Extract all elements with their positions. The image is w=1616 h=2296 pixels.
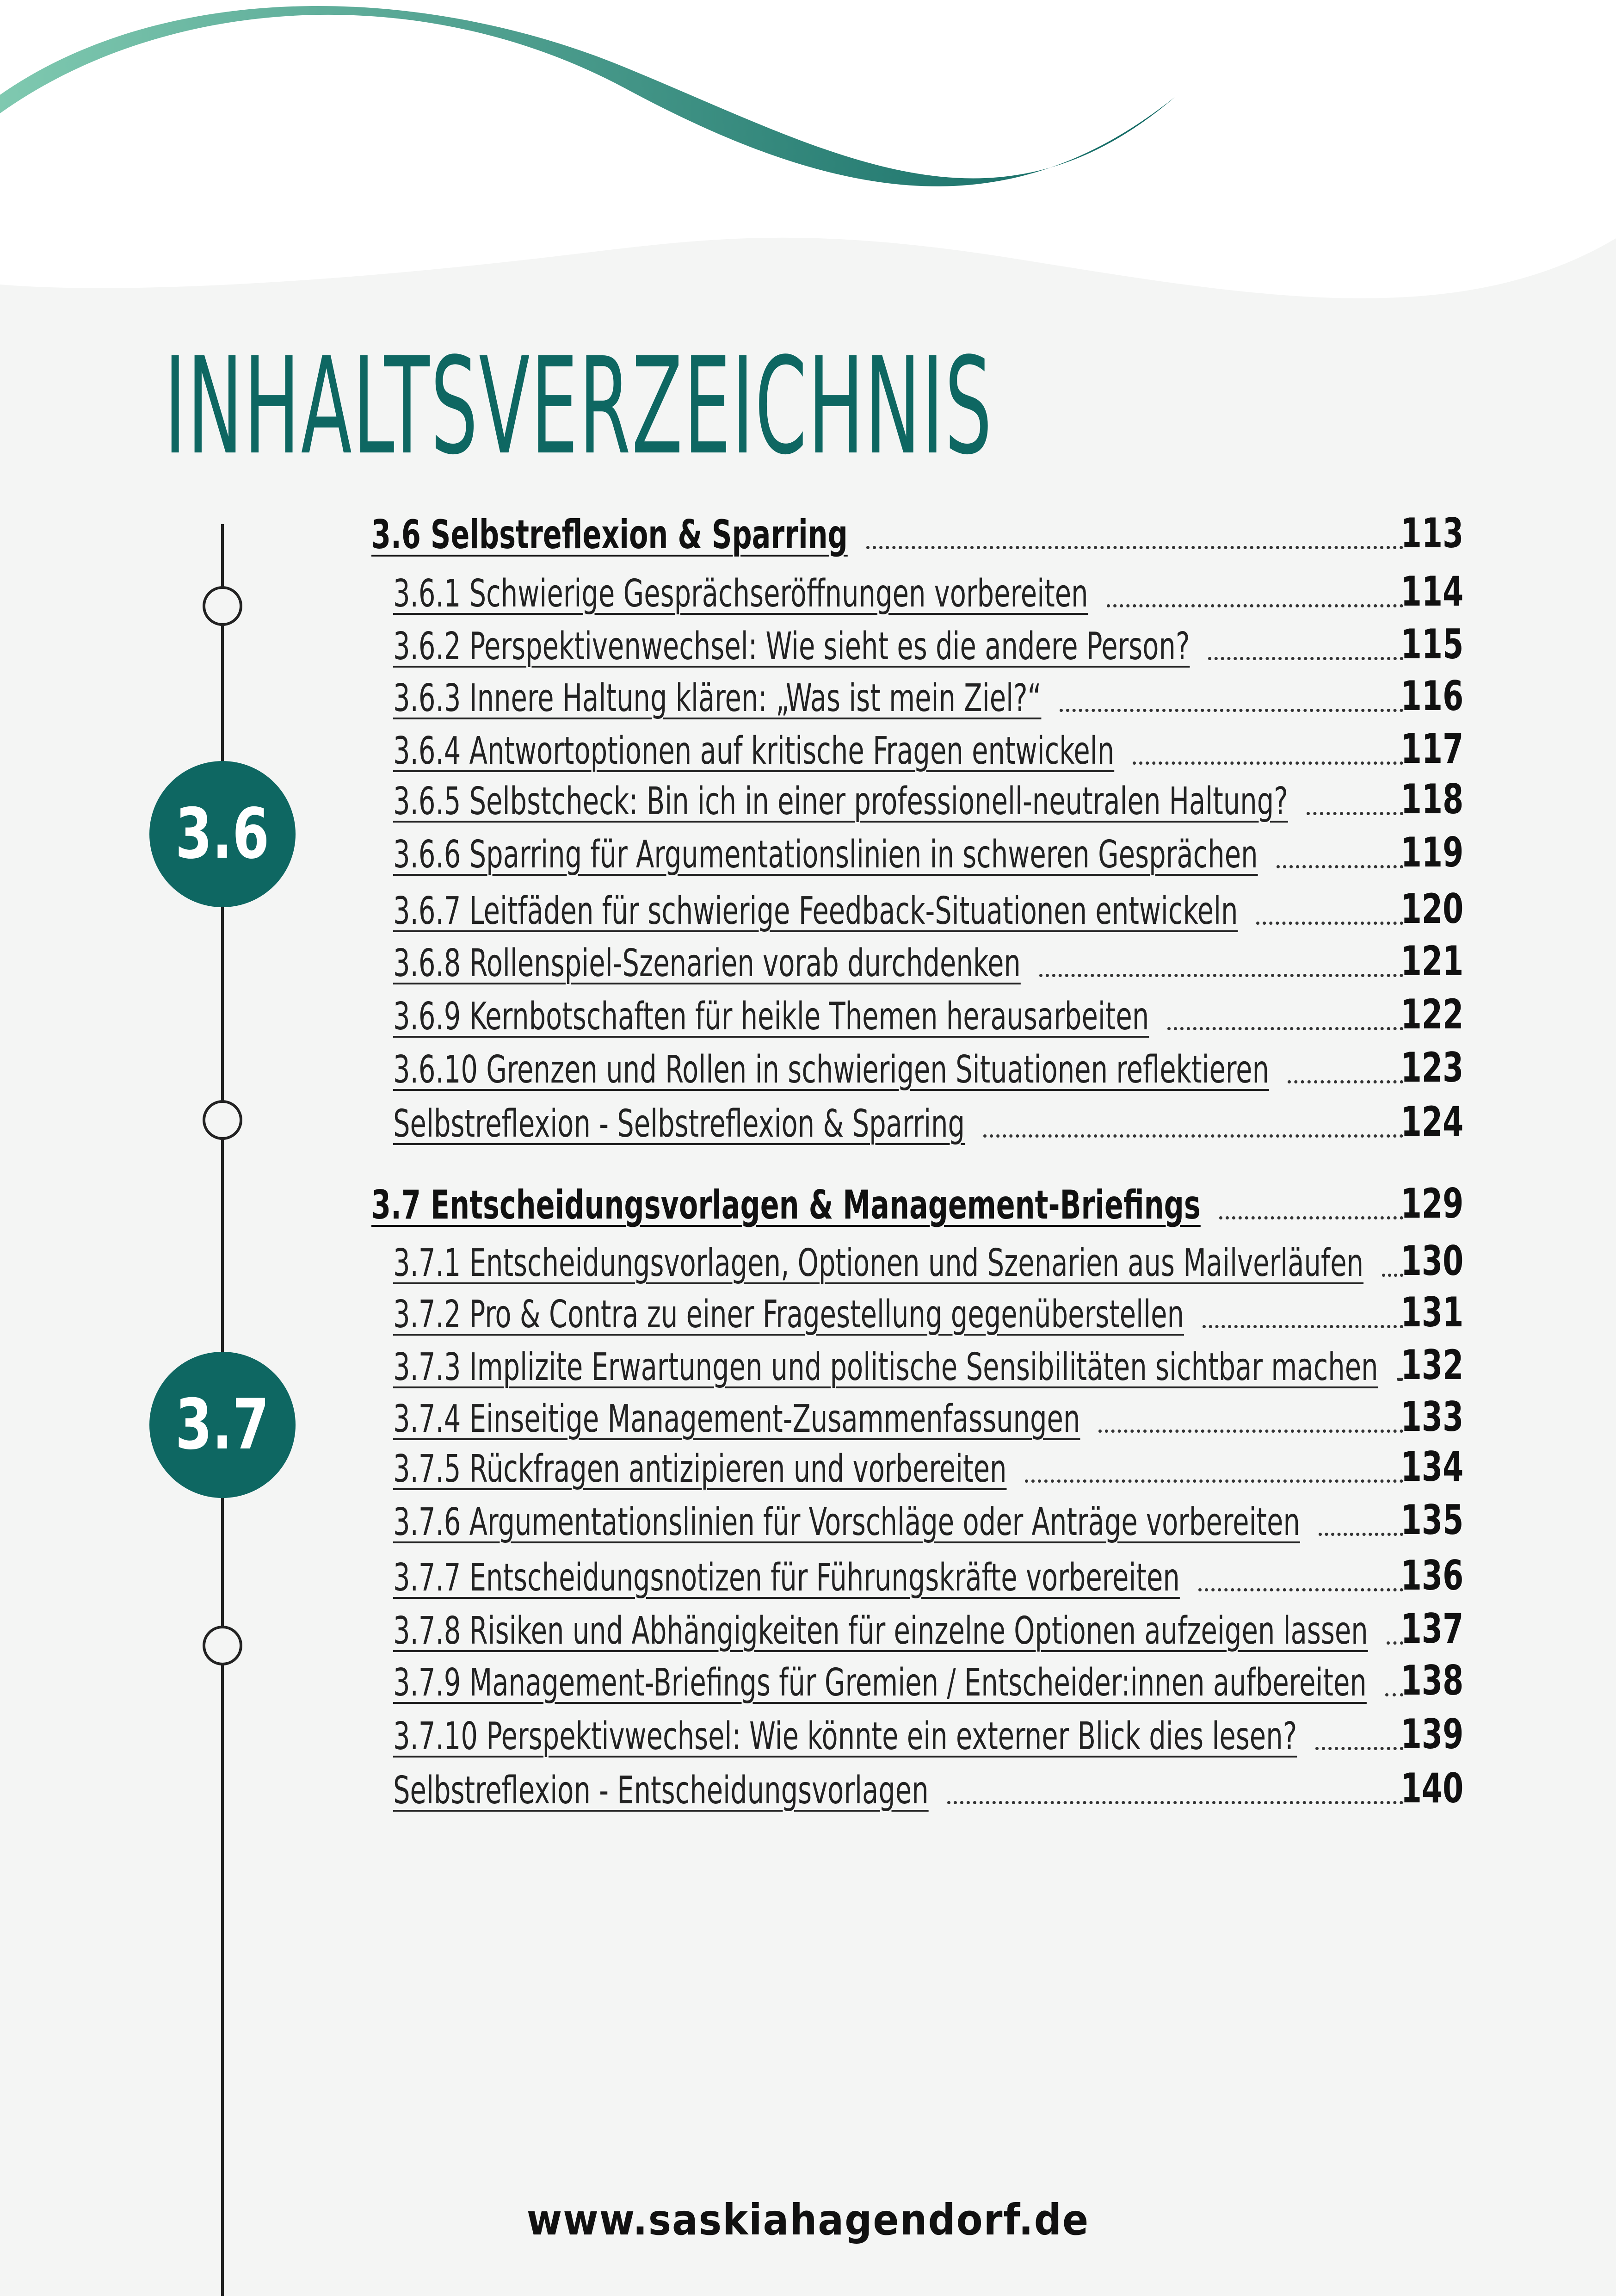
page-number[interactable]: 130 — [1400, 1237, 1463, 1285]
toc-entry-label[interactable]: Selbstreflexion - Selbstreflexion & Sparring — [393, 1102, 965, 1146]
dot-leader — [1382, 1274, 1403, 1277]
toc-entry-label[interactable]: 3.6.10 Grenzen und Rollen in schwierigen Situationen reflektieren — [393, 1048, 1270, 1092]
dot-leader — [1288, 1080, 1403, 1083]
toc-entry[interactable] — [0, 1708, 1616, 1759]
toc-entry[interactable] — [0, 1550, 1616, 1601]
toc-entry[interactable] — [0, 619, 1616, 669]
toc-entry-label[interactable]: 3.6.6 Sparring für Argumentationslinien in schweren Gesprächen — [393, 833, 1258, 877]
dot-leader — [1060, 709, 1403, 712]
toc-heading-label[interactable]: 3.6 Selbstreflexion & Sparring — [371, 512, 848, 558]
toc-entry-label[interactable]: 3.7.9 Management-Briefings für Gremien / Entscheider:innen aufbereiten — [393, 1661, 1367, 1705]
page-number[interactable]: 114 — [1400, 568, 1463, 615]
page-number[interactable]: 116 — [1400, 672, 1463, 720]
toc-entry-label[interactable]: 3.7.2 Pro & Contra zu einer Fragestellung gegenüberstellen — [393, 1293, 1184, 1337]
toc-entry[interactable] — [0, 1042, 1616, 1093]
toc-entry-label[interactable]: 3.7.3 Implizite Erwartungen und politische Sensibilitäten sichtbar machen — [393, 1345, 1378, 1389]
page-number[interactable]: 122 — [1400, 990, 1463, 1038]
dot-leader — [1208, 657, 1403, 660]
page-title: INHALTSVERZEICHNIS — [164, 329, 993, 484]
page-number[interactable]: 123 — [1400, 1044, 1463, 1091]
toc-entry-label[interactable]: 3.7.7 Entscheidungsnotizen für Führungskräfte vorbereiten — [393, 1556, 1180, 1600]
page-number[interactable]: 136 — [1400, 1552, 1463, 1599]
page-number[interactable]: 119 — [1400, 829, 1463, 876]
dot-leader — [1203, 1325, 1403, 1328]
toc-entry[interactable] — [0, 1763, 1616, 1813]
page-number[interactable]: 133 — [1400, 1393, 1463, 1441]
toc-entry-label[interactable]: 3.6.7 Leitfäden für schwierige Feedback-Situationen entwickeln — [393, 889, 1238, 933]
toc-entry[interactable] — [0, 883, 1616, 934]
dot-leader — [1219, 1216, 1403, 1219]
page-number[interactable]: 117 — [1400, 725, 1463, 773]
toc-entry[interactable] — [0, 1096, 1616, 1147]
toc-entry-label[interactable]: 3.7.8 Risiken und Abhängigkeiten für einzelne Optionen aufzeigen lassen — [393, 1609, 1368, 1653]
dot-leader — [1319, 1533, 1403, 1536]
page-number[interactable]: 139 — [1400, 1710, 1463, 1758]
page-number[interactable]: 135 — [1400, 1496, 1463, 1544]
dot-leader — [1098, 1430, 1403, 1433]
toc-entry[interactable] — [0, 1655, 1616, 1706]
dot-leader — [1167, 1027, 1403, 1030]
toc-entry-label[interactable]: 3.6.5 Selbstcheck: Bin ich in einer professionell-neutralen Haltung? — [393, 780, 1288, 823]
section-badge-label: 3.6 — [175, 794, 270, 874]
toc-entry-label[interactable]: 3.7.1 Entscheidungsvorlagen, Optionen und Szenarien aus Mailverläufen — [393, 1241, 1364, 1285]
dot-leader — [1198, 1588, 1403, 1591]
page-number[interactable]: 137 — [1400, 1605, 1463, 1652]
toc-entry-label[interactable]: 3.7.6 Argumentationslinien für Vorschläge oder Anträge vorbereiten — [393, 1500, 1300, 1544]
toc-entry[interactable] — [0, 1339, 1616, 1390]
toc-entry[interactable] — [0, 670, 1616, 721]
toc-entry[interactable] — [0, 1235, 1616, 1286]
toc-entry-label[interactable]: 3.6.9 Kernbotschaften für heikle Themen herausarbeiten — [393, 995, 1149, 1039]
toc-entry[interactable] — [0, 1603, 1616, 1654]
page-number[interactable]: 115 — [1400, 620, 1463, 668]
dot-leader — [866, 546, 1403, 549]
toc-entry-label[interactable]: 3.6.2 Perspektivenwechsel: Wie sieht es die andere Person? — [393, 625, 1190, 668]
page-number[interactable]: 121 — [1400, 937, 1463, 985]
toc-heading-3-7[interactable] — [0, 1178, 1616, 1229]
toc-entry[interactable] — [0, 935, 1616, 986]
dot-leader — [1256, 922, 1403, 925]
toc-entry-label[interactable]: 3.6.4 Antwortoptionen auf kritische Fragen entwickeln — [393, 729, 1115, 773]
toc-entry-label[interactable]: 3.6.8 Rollenspiel-Szenarien vorab durchdenken — [393, 941, 1021, 985]
page-number[interactable]: 140 — [1400, 1764, 1463, 1812]
page-number[interactable]: 129 — [1400, 1180, 1463, 1227]
toc-entry[interactable] — [0, 1494, 1616, 1545]
dot-leader — [1307, 812, 1403, 815]
page-number[interactable]: 124 — [1400, 1098, 1463, 1145]
toc-heading-label[interactable]: 3.7 Entscheidungsvorlagen & Management-Briefings — [371, 1182, 1201, 1228]
dot-leader — [1039, 974, 1403, 977]
page-number[interactable]: 138 — [1400, 1657, 1463, 1704]
page-number[interactable]: 118 — [1400, 775, 1463, 823]
dot-leader — [983, 1134, 1403, 1138]
toc-entry[interactable] — [0, 827, 1616, 878]
toc-entry-label[interactable]: 3.6.1 Schwierige Gesprächseröffnungen vorbereiten — [393, 572, 1088, 616]
toc-entry-label[interactable]: 3.7.5 Rückfragen antizipieren und vorbereiten — [393, 1447, 1007, 1491]
dot-leader — [1315, 1747, 1403, 1750]
toc-entry[interactable] — [0, 989, 1616, 1040]
toc-entry-label[interactable]: Selbstreflexion - Entscheidungsvorlagen — [393, 1769, 929, 1813]
toc-entry[interactable] — [0, 1287, 1616, 1337]
toc-entry[interactable] — [0, 566, 1616, 617]
page-number[interactable]: 134 — [1400, 1443, 1463, 1491]
dot-leader — [1277, 865, 1403, 868]
toc-entry[interactable] — [0, 723, 1616, 774]
section-badge-label: 3.7 — [175, 1385, 270, 1465]
page-number[interactable]: 113 — [1400, 509, 1463, 557]
page-number[interactable]: 132 — [1400, 1341, 1463, 1389]
dot-leader — [1107, 604, 1403, 607]
toc-entry[interactable] — [0, 774, 1616, 824]
dot-leader — [947, 1801, 1403, 1804]
footer-url[interactable]: www.saskiahagendorf.de — [526, 2195, 1090, 2245]
toc-heading-3-6[interactable] — [0, 507, 1616, 558]
toc-entry[interactable] — [0, 1391, 1616, 1442]
page-number[interactable]: 120 — [1400, 885, 1463, 933]
toc-entry-label[interactable]: 3.7.4 Einseitige Management-Zusammenfassungen — [393, 1397, 1080, 1441]
page-number[interactable]: 131 — [1400, 1288, 1463, 1336]
dot-leader — [1133, 761, 1403, 765]
toc-entry-label[interactable]: 3.6.3 Innere Haltung klären: „Was ist mein Ziel?“ — [393, 676, 1042, 720]
dot-leader — [1025, 1479, 1403, 1483]
toc-entry-label[interactable]: 3.7.10 Perspektivwechsel: Wie könnte ein externer Blick dies lesen? — [393, 1714, 1297, 1758]
toc-entry[interactable] — [0, 1441, 1616, 1492]
